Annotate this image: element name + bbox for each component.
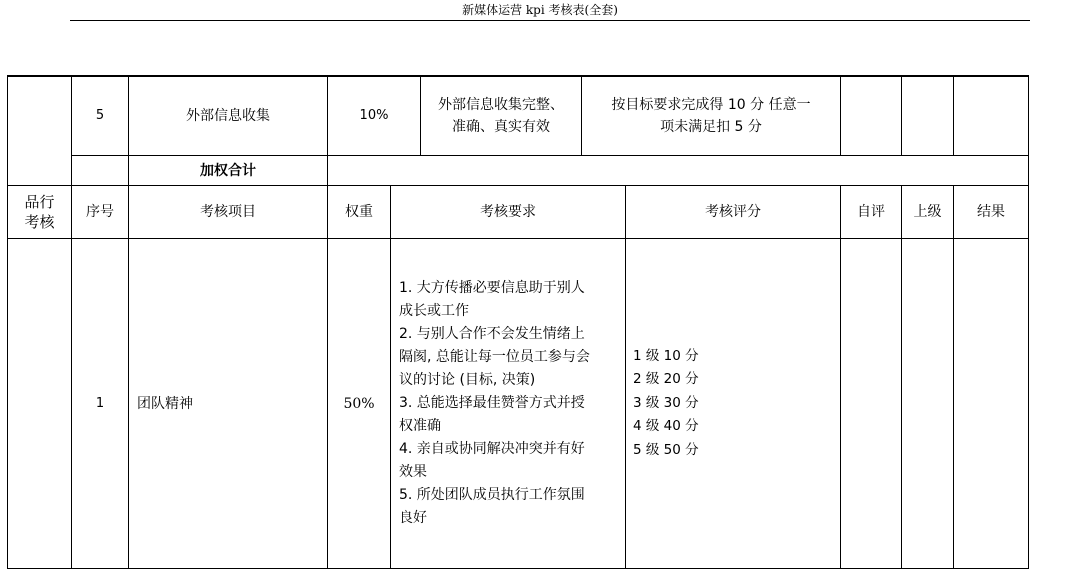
table-border [128,185,129,569]
table-border [953,75,954,155]
requirement-line: 2. 与别人合作不会发生情绪上 [399,326,585,342]
requirement-line: 隔阂, 总能让每一位员工参与会 [399,349,590,365]
requirement-line: 良好 [399,510,427,526]
table-border [840,185,841,569]
header-item: 考核项目 [200,204,256,220]
table-border [901,185,902,569]
cell-weight: 10% [359,108,389,123]
score-line: 1 级 10 分 [633,347,699,364]
score-line: 2 级 20 分 [633,371,699,388]
requirement-line: 外部信息收集完整、 [438,97,564,113]
scoring-line: 按目标要求完成得 10 分 任意一 [611,97,811,113]
weighted-total-label: 加权合计 [200,162,256,179]
requirement-line: 准确、真实有效 [452,119,550,135]
cell-no: 5 [95,108,105,123]
table-border [953,185,954,569]
header-result: 结果 [977,204,1005,220]
header-no: 序号 [86,204,114,220]
requirement-line: 1. 大方传播必要信息助于别人 [399,280,585,296]
table-border [625,185,626,569]
score-line: 5 级 50 分 [633,441,699,458]
header-superior: 上级 [913,204,942,220]
row-scores [633,239,840,568]
category-label [8,186,71,238]
requirement-line: 议的讨论 (目标, 决策) [399,372,536,388]
score-list [633,345,699,463]
cell-scoring [582,77,840,155]
row-weight: 50% [343,395,375,412]
scoring-line: 项未满足扣 5 分 [660,119,762,135]
category-line: 考核 [24,213,55,231]
cell-item: 外部信息收集 [186,108,270,124]
table-border [1028,75,1029,569]
row-item: 团队精神 [137,395,193,412]
table-border [840,75,841,155]
header-scoring: 考核评分 [705,204,761,220]
score-line: 3 级 30 分 [633,394,699,411]
header-weight: 权重 [345,204,373,220]
score-line: 4 级 40 分 [633,418,699,435]
table-border [390,185,391,569]
header-self: 自评 [857,204,885,220]
document-title: 新媒体运营 kpi 考核表(全套) [462,3,618,17]
row-no: 1 [95,395,105,411]
requirement-line: 4. 亲自或协同解决冲突并有好 [399,441,585,457]
requirement-line: 效果 [399,464,427,480]
requirement-list [399,277,590,530]
requirement-line: 3. 总能选择最佳赞誉方式并授 [399,395,585,411]
category-line: 品行 [24,193,55,211]
cell-requirement [421,77,581,155]
row-requirements [399,239,625,568]
table-border [7,568,1029,569]
header-requirement: 考核要求 [480,204,536,220]
table-border [901,75,902,155]
table-border [7,75,8,569]
requirement-line: 成长或工作 [399,303,469,319]
requirement-line: 5. 所处团队成员执行工作氛围 [399,487,585,503]
requirement-line: 权准确 [399,418,441,434]
